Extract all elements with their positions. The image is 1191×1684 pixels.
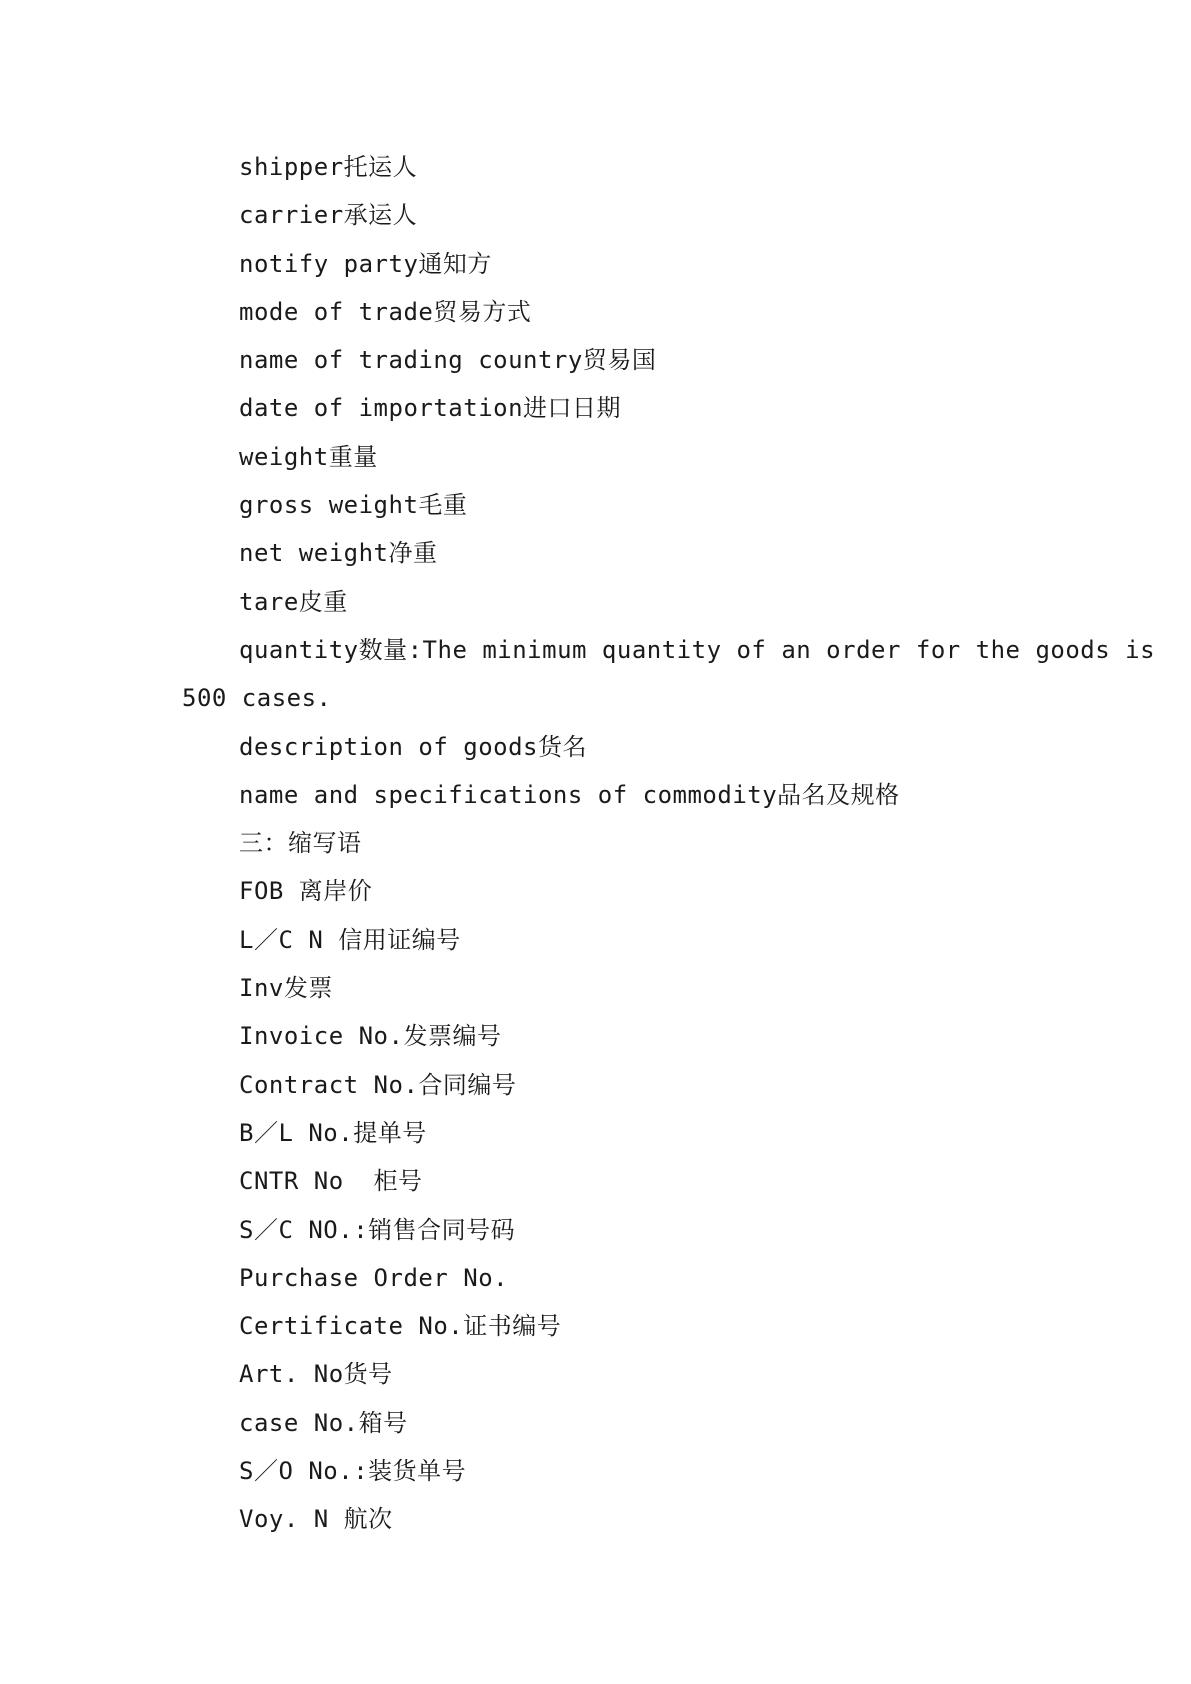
glossary-line: S／C NO.:销售合同号码 — [239, 1215, 516, 1244]
glossary-line: description of goods货名 — [239, 732, 587, 761]
glossary-line: carrier承运人 — [239, 201, 418, 230]
glossary-line: net weight净重 — [239, 539, 438, 568]
glossary-line: case No.箱号 — [239, 1408, 408, 1437]
glossary-line: shipper托运人 — [239, 153, 418, 181]
glossary-line: notify party通知方 — [239, 249, 492, 278]
glossary-line: S／O No.:装货单号 — [239, 1457, 467, 1486]
glossary-line: date of importation进口日期 — [239, 394, 622, 423]
glossary-line: Contract No.合同编号 — [239, 1070, 517, 1099]
glossary-line: gross weight毛重 — [239, 491, 468, 520]
glossary-line: name of trading country贸易国 — [239, 346, 657, 375]
glossary-line: weight重量 — [239, 442, 378, 471]
glossary-line-continuation: 500 cases. — [182, 684, 332, 713]
glossary-line: FOB 离岸价 — [239, 877, 373, 906]
glossary-text — [182, 143, 1156, 1544]
glossary-line: Purchase Order No. — [239, 1263, 509, 1292]
glossary-line: tare皮重 — [239, 587, 348, 616]
glossary-line: name and specifications of commodity品名及规格 — [239, 780, 900, 809]
glossary-line: Voy. N 航次 — [239, 1505, 393, 1534]
glossary-line: mode of trade贸易方式 — [239, 297, 532, 326]
glossary-line: quantity数量:The minimum quantity of an order for the goods is — [239, 635, 1156, 664]
glossary-line: Art. No货号 — [239, 1360, 393, 1389]
glossary-line: B／L No.提单号 — [239, 1118, 427, 1147]
glossary-line: CNTR No 柜号 — [239, 1167, 423, 1196]
glossary-line: L／C N 信用证编号 — [239, 925, 461, 954]
section-heading: 三：缩写语 — [239, 829, 362, 858]
glossary-line: Invoice No.发票编号 — [239, 1022, 502, 1051]
glossary-line: Certificate No.证书编号 — [239, 1312, 562, 1341]
glossary-line: Inv发票 — [239, 974, 333, 1003]
